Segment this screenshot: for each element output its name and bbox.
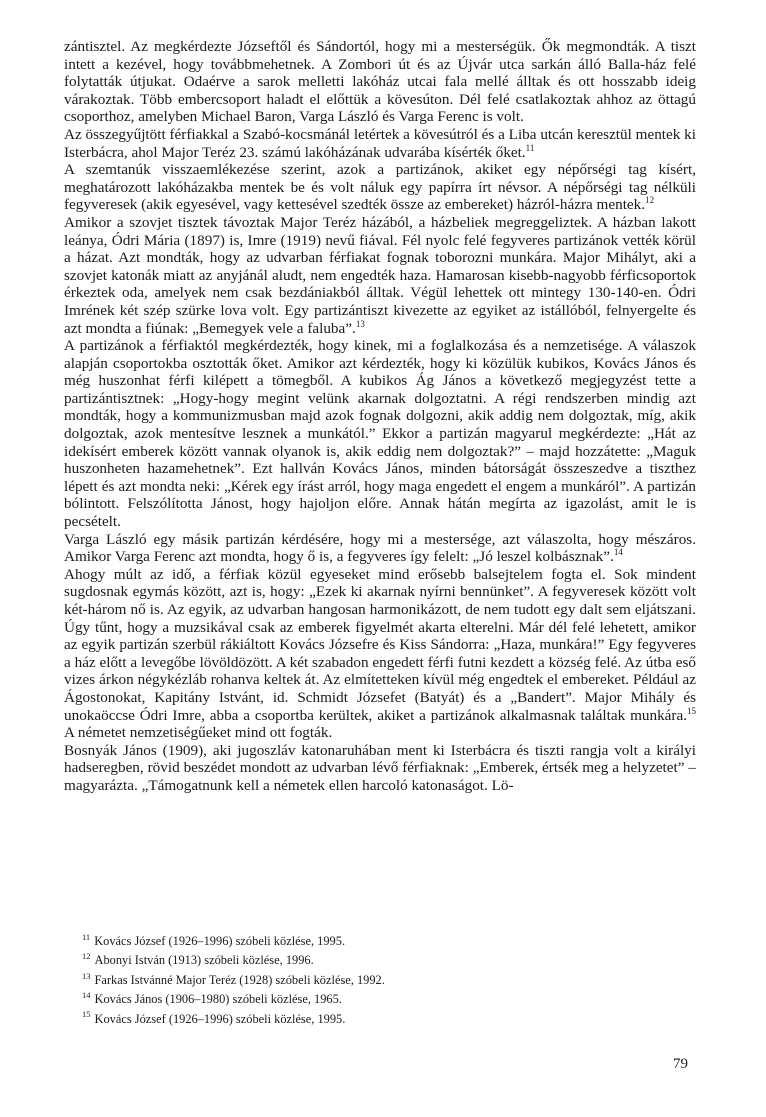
footnote-text: Farkas Istvánné Major Teréz (1928) szóbeli közlése, 1992. (94, 972, 385, 987)
paragraph-5-text: A partizánok a férfiaktól megkérdezték, hogy kinek, mi a foglalkozása és a nemzetisége. A válaszok alapján csoportokba osztották őket. Amikor azt kérdezték, hogy ki közülük kubikos, Kovács János és még huszonhat férfi kilépett a tömegből. A kubikos Ág János a következő megjegyzést tette a partizántisztnek: „Hogy-hogy megint velünk akarnak dolgoztatni. A régi rendszerben mindig azt mondták, hogy a kommunizmusban majd azok fognak dolgozni, akik addig nem dolgoztak, míg, akik dolgoztak, azok mentesítve lesznek a munkától.” Ekkor a partizán magyarul megkérdezte: „Hát az idekísért emberek között vannak olyanok is, akik eddig nem dolgoztak?” – majd hozzátette: „Maguk huszonheten hazamehetnek”. Ezt hallván Kovács János, minden bátorságát összeszedve a tiszthez lépett és azt mondta neki: „Kérek egy írást arról, hogy maga engedett el engem a munkáról”. A partizán bólintott. Felszólította Jánost, hogy hajoljon előre. Annak hátán megírta az igazolást, amit le is pecsételt. (64, 337, 696, 531)
footnote-13 (82, 970, 696, 988)
paragraph-8 (64, 742, 696, 795)
paragraph-7 (64, 566, 696, 742)
paragraph-4 (64, 214, 696, 337)
paragraph-6-text: Varga László egy másik partizán kérdésére, hogy mi a mestersége, azt válaszolta, hogy mészáros. Amikor Varga Ferenc azt mondta, hogy ő is, a fegyveres így felelt: „Jó leszel kolbásznak”. (64, 530, 696, 566)
footnote-15 (82, 1009, 696, 1027)
footnote-ref-15: 15 (687, 705, 696, 716)
paragraph-3 (64, 161, 696, 214)
footnote-ref-13: 13 (355, 318, 365, 329)
paragraph-7-text: Ahogy múlt az idő, a férfiak közül egyeseket mind erősebb balsejtelem fogta el. Sok mindent sugdosnak egymás között, azt is, hogy: „Ezek ki akarnak nyírni bennünket”. A fegyveresek között volt két-három nő is. Az egyik, az udvarban hangosan harmonikázott, de nem tudott egy dalt sem eljátszani. Úgy tűnt, hogy a muzsikával csak az emberek figyelmét akarta elterelni. Már dél felé lehetett, amikor az egyik partizán szerbül rákiáltott Kovács Józsefre és Kiss Sándorra: „Haza, munkára!” Egy fegyveres a ház előtt a levegőbe lövöldözött. A két szabadon engedett férfi futni kezdett a község felé. Az útba eső vizes árkon négykézláb rohanva keltek át. Az elmítetteken kívül még engedtek el embereket. Például az Ágostonokat, Kapitány Istvánt, id. Schmidt Józsefet (Batyát) és a „Bandert”. Major Mihály és unokaöccse Ódri Imre, abba a csoportba kerültek, akiket a partizánok alkalmasnak találtak munkára. (64, 565, 696, 724)
paragraph-7-end: A németet nemzetiségűeket mind ott fogták. (64, 724, 333, 742)
footnote-text: Kovács József (1926–1996) szóbeli közlése, 1995. (94, 1011, 346, 1026)
footnote-12 (82, 953, 696, 968)
paragraph-2 (64, 126, 696, 161)
paragraph-5 (64, 337, 696, 531)
footnote-ref-11: 11 (525, 142, 535, 153)
paragraph-3-text: A szemtanúk visszaemlékezése szerint, azok a partizánok, akiket egy népőrségi tag kísért, meghatározott lakóházakba mentek be és volt náluk egy papírra írt névsor. A népőrségi tag nélküli fegyveresek (akik egyesével, vagy kettesével szedték össze az embereket) házról-házra mentek. (64, 161, 696, 214)
page-number: 79 (673, 1056, 688, 1072)
footnote-ref-12: 12 (645, 195, 655, 206)
footnote-text: Kovács János (1906–1980) szóbeli közlése, 1965. (94, 992, 342, 1007)
footnotes (64, 931, 696, 1031)
page-body (64, 38, 696, 795)
footnote-text: Abonyi István (1913) szóbeli közlése, 1996. (94, 953, 314, 968)
footnote-number: 15 (82, 1009, 91, 1020)
footnote-number: 14 (82, 990, 91, 1001)
footnote-number: 11 (82, 931, 91, 942)
footnote-11 (82, 931, 696, 949)
footnote-number: 12 (82, 951, 91, 962)
paragraph-1-text: zántisztel. Az megkérdezte Józseftől és Sándortól, hogy mi a mesterségük. Ők megmondták. A tiszt intett a kezével, hogy továbbmehetnek. A Zombori út és az Újvár utca sarkán álló Balla-ház felé folytatták útjukat. Odaérve a sarok melletti lakóház utcai fala mellé álltak és ott hosszabb ideig várakoztak. Több embercsoport haladt el előttük a kövesúton. Dél felé csatlakoztak ahhoz az öttagú csoporthoz, amelyben Michael Baron, Varga László és Varga Ferenc is volt. (64, 38, 696, 126)
paragraph-8-text: Bosnyák János (1909), aki jugoszláv katonaruhában ment ki Isterbácra és tiszti rangja volt a királyi hadseregben, rövid beszédet mondott az udvarban lévő férfiaknak: „Emberek, értsék meg a helyzetet” – magyarázta. „Támogatnunk kell a németek ellen harcoló katonaságot. Lö- (64, 741, 696, 794)
paragraph-4-text: Amikor a szovjet tisztek távoztak Major Teréz házából, a házbeliek megreggeliztek. A házban lakott leánya, Ódri Mária (1897) is, Imre (1919) nevű fiával. Fél nyolc felé fegyveres partizánok vették körül a házat. Azt mondták, hogy az udvarban férfiakat fognak toborozni munkára. Major Mihályt, aki a szovjet katonák miatt az anyjánál aludt, nem engedték haza. Hamarosan kisebb-nagyobb férficsoportok érkeztek oda, amelyek nem csak bezdániakból álltak. Végül lehettek ott mintegy 130-140-en. Ódri Imrének két szép szürke lova volt. Egy partizántiszt kivezette az egyiket az istállóból, felnyergelte és azt mondta a fiúnak: „Bemegyek vele a faluba”. (64, 213, 696, 337)
footnote-number: 13 (82, 970, 91, 981)
paragraph-2-text: Az összegyűjtött férfiakkal a Szabó-kocsmánál letértek a kövesútról és a Liba utcán keresztül mentek ki Isterbácra, ahol Major Teréz 23. számú lakóházának udvarába kísérték őket. (64, 125, 696, 161)
paragraph-6 (64, 531, 696, 566)
footnote-ref-14: 14 (613, 547, 623, 558)
footnote-14 (82, 992, 696, 1007)
paragraph-1 (64, 38, 696, 126)
footnote-text: Kovács József (1926–1996) szóbeli közlése, 1995. (94, 934, 346, 948)
